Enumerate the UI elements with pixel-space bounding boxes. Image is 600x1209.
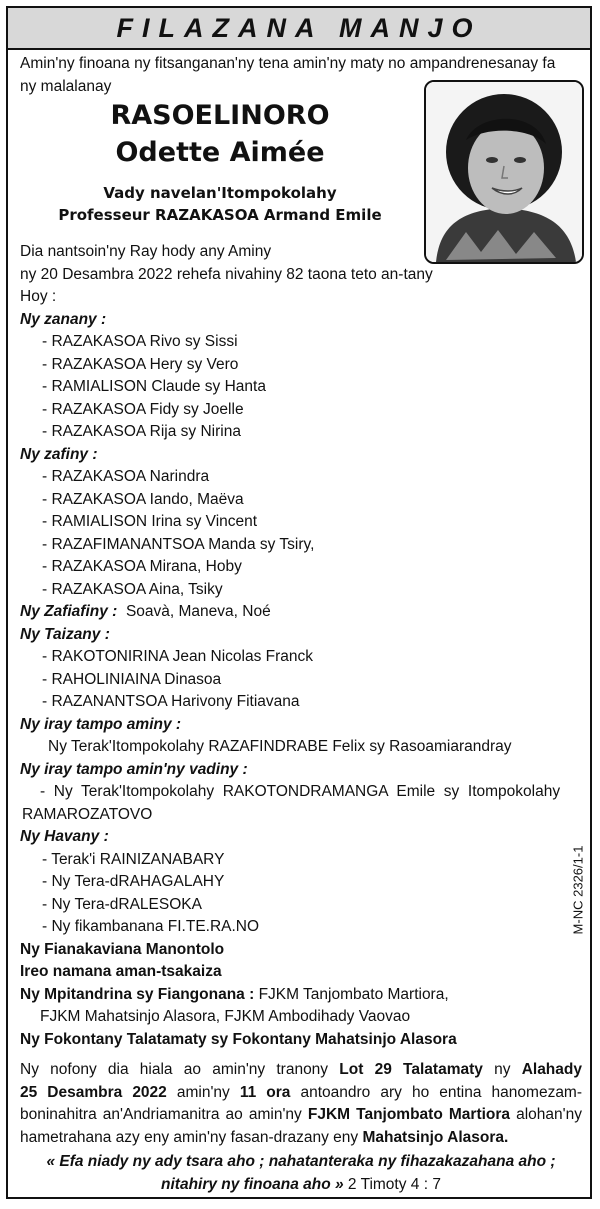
friends-line-2: Ireo namana aman-tsakaiza bbox=[20, 963, 222, 980]
burial-line-4 bbox=[20, 1127, 586, 1150]
burial-line-3 bbox=[20, 1104, 582, 1127]
burial-hour: 11 ora bbox=[239, 1083, 291, 1101]
burial-lot: Lot 29 Talatamaty bbox=[339, 1061, 483, 1078]
burial-text: Ny nofony dia hiala ao amin'ny tranony bbox=[20, 1061, 340, 1078]
notice-body bbox=[20, 53, 586, 1196]
list-item: - RAZAFIMANANTSOA Manda sy Tsiry, bbox=[42, 535, 315, 553]
list-item: - RAZAKASOA Narindra bbox=[42, 468, 210, 485]
list-item: - RAMIALISON Claude sy Hanta bbox=[42, 378, 266, 395]
children-heading: Ny zanany : bbox=[20, 310, 107, 328]
verse-line-2 bbox=[20, 1174, 582, 1197]
banner-title: FILAZANA MANJO bbox=[116, 12, 482, 43]
intro-line-1: Amin'ny finoana ny fitsanganan'ny tena amin'ny maty no ampandrenesanay fa bbox=[20, 55, 556, 72]
fokontany-line: Ny Fokontany Talatamaty sy Fokontany Mahatsinjo Alasora bbox=[20, 1030, 457, 1048]
great-grandchildren-heading: Ny Zafiafiny : bbox=[20, 603, 118, 620]
list-item: - RAZAKASOA Rivo sy Sissi bbox=[42, 333, 238, 350]
list-item: - RAMIALISON Irina sy Vincent bbox=[42, 513, 258, 530]
burial-church: FJKM Tanjombato Martiora bbox=[307, 1106, 511, 1123]
reference-code-box bbox=[568, 840, 588, 940]
deceased-surname: RASOELINORO bbox=[110, 100, 330, 131]
list-item: - RAZAKASOA Hery sy Vero bbox=[42, 355, 239, 373]
list-item: - Ny Tera-dRALESOKA bbox=[42, 895, 202, 913]
family-self-text: Ny Terak'Itompokolahy RAZAFINDRABE Felix sy Rasoamiarandray bbox=[48, 738, 512, 755]
pastors-text-2: FJKM Mahatsinjo Alasora, FJKM Ambodihady Vaovao bbox=[40, 1008, 411, 1025]
reference-code: M-NC 2326/1-1 bbox=[570, 845, 586, 935]
family-self-heading: Ny iray tampo aminy : bbox=[20, 715, 182, 733]
spouse-line-1: Vady navelan'Itompokolahy bbox=[103, 184, 337, 202]
verse-line-1: « Efa niady ny ady tsara aho ; nahatanteraka ny fihazakazahana aho ; bbox=[46, 1153, 556, 1170]
notice-banner bbox=[8, 8, 590, 50]
burial-place: Mahatsinjo Alasora. bbox=[362, 1128, 509, 1146]
burial-line-1 bbox=[20, 1059, 582, 1082]
intro-line-2: ny malalanay bbox=[20, 77, 112, 95]
burial-date: 25 Desambra 2022 bbox=[20, 1083, 167, 1101]
burial-text: amin'ny bbox=[166, 1083, 240, 1101]
burial-text: alohan'ny bbox=[510, 1106, 582, 1123]
verse-reference: 2 Timoty 4 : 7 bbox=[343, 1175, 441, 1193]
list-item: - RAZAKASOA Aina, Tsiky bbox=[42, 580, 223, 598]
list-item: - Terak'i RAINIZANABARY bbox=[42, 850, 225, 868]
spouse-line-2: Professeur RAZAKASOA Armand Emile bbox=[58, 206, 382, 224]
pastors-heading: Ny Mpitandrina sy Fiangonana : bbox=[20, 985, 255, 1003]
friends-line-1: Ny Fianakaviana Manontolo bbox=[20, 940, 225, 958]
verse-text: nitahiry ny finoana aho » bbox=[161, 1175, 344, 1193]
list-item: - RAZAKASOA Mirana, Hoby bbox=[42, 558, 242, 575]
pastors-text-1: FJKM Tanjombato Martiora, bbox=[258, 985, 449, 1003]
list-item: - Ny fikambanana FI.TE.RA.NO bbox=[42, 918, 260, 935]
list-item: - RAZAKASOA Iando, Maëva bbox=[42, 490, 244, 508]
burial-line-2 bbox=[20, 1082, 582, 1105]
death-line-2: ny 20 Desambra 2022 rehefa nivahiny 82 taona teto an-tany bbox=[20, 265, 433, 283]
burial-text: hametrahana azy eny amin'ny fasan-drazany eny bbox=[20, 1128, 363, 1146]
burial-text: antoandro ary ho entina hanomezam- bbox=[290, 1083, 583, 1101]
family-spouse-line-2: RAMAROZATOVO bbox=[22, 805, 153, 823]
list-item: - RAZANANTSOA Harivony Fitiavana bbox=[42, 693, 300, 710]
great-grandchildren-names: Soavà, Maneva, Noé bbox=[125, 603, 271, 620]
deceased-given-names: Odette Aimée bbox=[115, 137, 325, 168]
family-spouse-heading: Ny iray tampo amin'ny vadiny : bbox=[20, 760, 248, 778]
burial-day: Alahady bbox=[521, 1061, 582, 1078]
family-spouse-line-1: - Ny Terak'Itompokolahy RAKOTONDRAMANGA Emile sy Itompokolahy bbox=[40, 783, 561, 800]
burial-text: ny bbox=[482, 1061, 522, 1078]
death-line-3: Hoy : bbox=[20, 288, 57, 305]
death-line-1: Dia nantsoin'ny Ray hody any Aminy bbox=[20, 243, 272, 260]
burial-text: boninahitra an'Andriamanitra ao amin'ny bbox=[20, 1106, 308, 1123]
list-item: - Ny Tera-dRAHAGALAHY bbox=[42, 873, 225, 890]
list-item: - RAKOTONIRINA Jean Nicolas Franck bbox=[42, 648, 314, 665]
list-item: - RAHOLINIAINA Dinasoa bbox=[42, 670, 222, 688]
relatives-heading: Ny Havany : bbox=[20, 828, 109, 845]
siblings-heading: Ny Taizany : bbox=[20, 625, 110, 643]
grandchildren-heading: Ny zafiny : bbox=[20, 445, 98, 463]
list-item: - RAZAKASOA Fidy sy Joelle bbox=[42, 400, 244, 418]
list-item: - RAZAKASOA Rija sy Nirina bbox=[42, 423, 241, 440]
